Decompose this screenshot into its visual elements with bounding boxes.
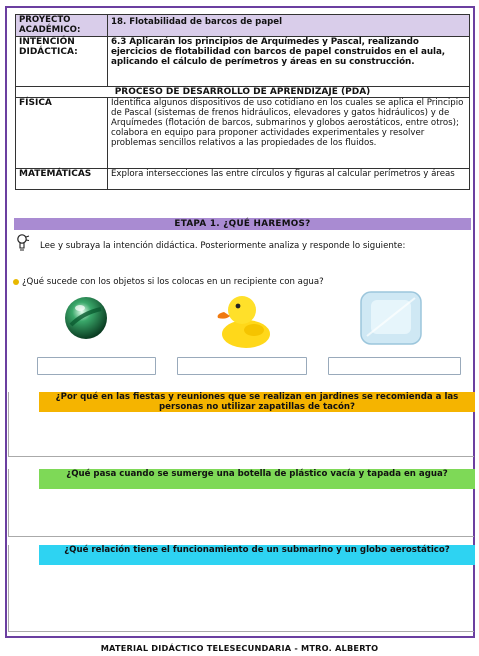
- proyecto-label: PROYECTO ACADÉMICO:: [16, 15, 108, 37]
- etapa-banner: ETAPA 1. ¿QUÉ HAREMOS?: [14, 218, 471, 230]
- fisica-label: FÍSICA: [16, 98, 108, 169]
- question-block-1[interactable]: [8, 392, 474, 457]
- project-info-table: [15, 14, 470, 190]
- question-block-3[interactable]: [8, 545, 474, 632]
- question-block-2[interactable]: [8, 469, 474, 537]
- matematicas-label: MATEMÁTICAS: [16, 169, 108, 190]
- question-submarine: ¿Qué relación tiene el funcionamiento de un submarino y un globo aerostático?: [39, 545, 475, 565]
- intencion-value: 6.3 Aplicarán los principios de Arquímedes y Pascal, realizando ejercicios de flotabilidad con barcos de papel construidos en el aula, aplicando el cálculo de perímetros y áreas en su construcción.: [108, 37, 470, 87]
- answer-box-duck[interactable]: [177, 357, 307, 375]
- question-objects: ¿Qué sucede con los objetos si los colocas en un recipiente con agua?: [22, 277, 324, 287]
- bullet-icon: [13, 279, 19, 285]
- matematicas-value: Explora intersecciones las entre círculos y figuras al calcular perímetros y áreas: [108, 169, 470, 190]
- question-heels: ¿Por qué en las fiestas y reuniones que se realizan en jardines se recomienda a las personas no utilizar zapatillas de tacón?: [39, 392, 475, 412]
- question-bottle: ¿Qué pasa cuando se sumerge una botella de plástico vacía y tapada en agua?: [39, 469, 475, 489]
- fisica-value: Identifica algunos dispositivos de uso cotidiano en los cuales se aplica el Principio de Pascal (sistemas de frenos hidráulicos, elevadores y gatos hidráulicos) y de Arquímedes (flotación de barcos, submarinos y globos aerostáticos, entre otros); colabora en equipo para proponer actividades experimentales y resolver problemas sencillos relativos a las propiedades de los fluidos.: [108, 98, 470, 169]
- lightbulb-icon: [16, 233, 30, 255]
- footer-text: MATERIAL DIDÁCTICO TELESECUNDARIA - MTRO. ALBERTO: [100, 643, 379, 653]
- answer-box-marble[interactable]: [37, 357, 156, 375]
- rubber-duck-image: [214, 290, 272, 350]
- instruction-text: Lee y subraya la intención didáctica. Posteriormente analiza y responde lo siguiente:: [40, 241, 406, 251]
- answer-box-ice[interactable]: [328, 357, 461, 375]
- proyecto-value: 18. Flotabilidad de barcos de papel: [108, 15, 470, 37]
- intencion-label: INTENCIÓN DIDÁCTICA:: [16, 37, 108, 87]
- ice-cube-image: [357, 288, 425, 348]
- marble-image: [63, 295, 109, 341]
- proceso-header: PROCESO DE DESARROLLO DE APRENDIZAJE (PDA): [16, 87, 470, 98]
- instruction-row: [14, 233, 469, 255]
